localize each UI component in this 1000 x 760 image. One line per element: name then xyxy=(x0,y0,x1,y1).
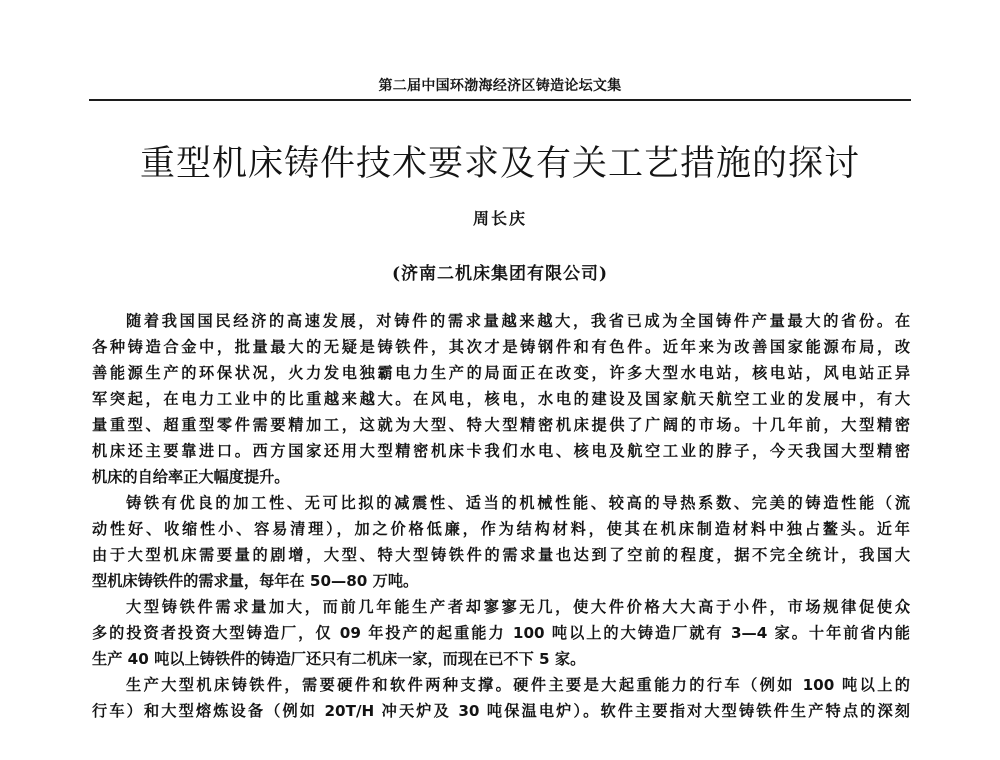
body-line: 机床还主要靠进口。西方国家还用大型精密机床卡我们水电、核电及航空工业的脖子，今天我国大型精密 xyxy=(92,442,910,460)
article-title: 重型机床铸件技术要求及有关工艺措施的探讨 xyxy=(139,144,860,184)
body-line: 多的投资者投资大型铸造厂，仅 09 年投产的起重能力 100 吨以上的大铸造厂就有 3—4 家。十年前省内能 xyxy=(92,624,910,642)
body-line: 铸铁有优良的加工性、无可比拟的减震性、适当的机械性能、较高的导热系数、完美的铸造性能（流 xyxy=(126,494,910,512)
body-line: 由于大型机床需要量的剧增，大型、特大型铸铁件的需求量也达到了空前的程度，据不完全统计，我国大 xyxy=(92,546,910,564)
body-line: 各种铸造合金中，批量最大的无疑是铸铁件，其次才是铸钢件和有色件。近年来为改善国家能源布局，改 xyxy=(92,338,910,356)
body-line: 量重型、超重型零件需要精加工，这就为大型、特大型精密机床提供了广阔的市场。十几年前，大型精密 xyxy=(92,416,910,434)
body-line: 机床的自给率正大幅度提升。 xyxy=(92,468,290,486)
body-line: 善能源生产的环保状况，火力发电独霸电力生产的局面正在改变，许多大型水电站，核电站，风电站正异 xyxy=(92,364,910,382)
body-line: 生产 40 吨以上铸铁件的铸造厂还只有二机床一家，而现在已不下 5 家。 xyxy=(92,650,586,668)
body-line: 型机床铸铁件的需求量，每年在 50—80 万吨。 xyxy=(92,572,419,590)
body-line: 动性好、收缩性小、容易清理），加之价格低廉，作为结构材料，使其在机床制造材料中独占鳌头。近年 xyxy=(92,520,910,538)
running-header: 第二届中国环渤海经济区铸造论坛文集 xyxy=(378,78,622,94)
author-name: 周长庆 xyxy=(472,209,527,228)
header-rule xyxy=(89,99,911,101)
body-line: 军突起，在电力工业中的比重越来越大。在风电，核电，水电的建设及国家航天航空工业的发展中，有大 xyxy=(92,390,910,408)
body-line: 随着我国国民经济的高速发展，对铸件的需求量越来越大，我省已成为全国铸件产量最大的省份。在 xyxy=(126,312,910,330)
author-affiliation: (济南二机床集团有限公司) xyxy=(391,264,609,284)
body-line: 行车）和大型熔炼设备（例如 20T/H 冲天炉及 30 吨保温电炉）。软件主要指对大型铸铁件生产特点的深刻 xyxy=(92,702,910,720)
body-line: 大型铸铁件需求量加大，而前几年能生产者却寥寥无几，使大件价格大大高于小件，市场规律促使众 xyxy=(126,598,910,616)
body-line: 生产大型机床铸铁件，需要硬件和软件两种支撑。硬件主要是大起重能力的行车（例如 100 吨以上的 xyxy=(126,676,910,694)
